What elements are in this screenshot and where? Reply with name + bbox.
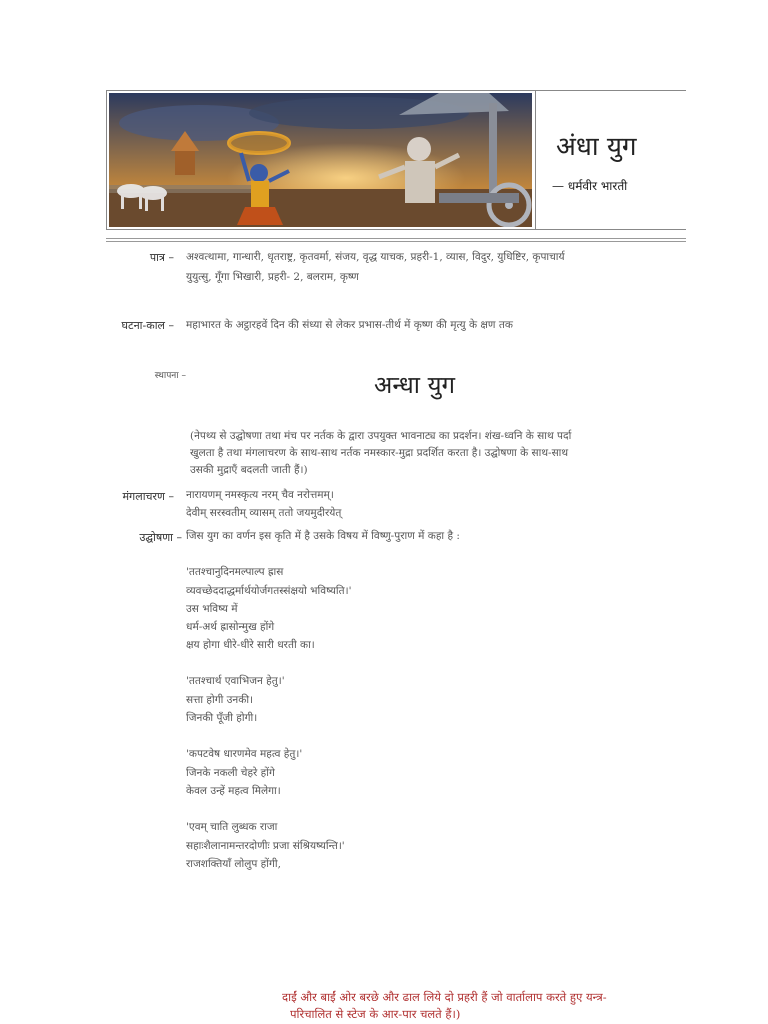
- sthapana-label: स्थापना –: [154, 371, 186, 381]
- stage-direction-line-1: दाईं और बाईं ओर बरछे और ढाल लिये दो प्रहरी हैं जो वार्तालाप करते हुए यन्त्र-: [282, 990, 607, 1004]
- mangalacharan-line-2: देवीम् सरस्वतीम् व्यासम् ततो जयमुदीरयेत्: [186, 507, 342, 519]
- udghoshna-text: जिस युग का वर्णन इस कृति में है उसके विषय में विष्णु-पुराण में कहा है :: [186, 530, 460, 542]
- characters-line-2: युयुत्सु, गूँगा भिखारी, प्रहरी- 2, बलराम, कृष्ण: [186, 271, 359, 283]
- verse-3-line-3: केवल उन्हें महत्व मिलेगा।: [186, 785, 281, 797]
- verse-4-line-3: राजशक्तियाँ लोलुप होंगी,: [186, 858, 281, 870]
- author-name: — धर्मवीर भारती: [552, 179, 628, 193]
- verse-2-line-3: जिनकी पूँजी होगी।: [186, 712, 258, 724]
- section-title: अन्धा युग: [374, 371, 456, 399]
- verse-1-line-5: क्षय होगा धीरे-धीरे सारी धरती का।: [186, 639, 315, 651]
- verse-3-line-2: जिनके नकली चेहरे होंगे: [186, 767, 275, 779]
- mangalacharan-label: मंगलाचरण –: [122, 490, 174, 503]
- intro-line-3: उसकी मुद्राएँ बदलती जाती हैं।): [190, 464, 308, 476]
- udghoshna-label: उद्घोषणा –: [139, 531, 182, 544]
- divider-top-double: [106, 241, 686, 242]
- mangalacharan-line-1: नारायणम् नमस्कृत्य नरम् चैव नरोत्तमम्।: [186, 489, 334, 501]
- title-panel: [535, 91, 686, 229]
- stage-direction-line-2: परिचालित से स्टेज के आर-पार चलते हैं।): [290, 1007, 461, 1021]
- verse-2-line-1: 'ततश्चार्थ एवाभिजन हेतु।': [186, 675, 285, 687]
- mahabharata-chariot-illustration: [109, 93, 532, 227]
- verse-4-line-1: 'एवम् चाति लुब्धक राजा: [186, 821, 278, 833]
- intro-line-1: (नेपथ्य से उद्घोषणा तथा मंच पर नर्तक के द्वारा उपयुक्त भावनाट्य का प्रदर्शन। शंख-ध्वनि के साथ पर्दा: [190, 430, 572, 442]
- verse-3-line-1: 'कपटवेष धारणमेव महत्व हेतु।': [186, 748, 303, 760]
- illustration-svg: [109, 93, 532, 227]
- verse-1-line-2: व्यवच्छेददाद्धर्मार्थयोर्जगतस्संक्षयो भविष्यति।': [186, 585, 352, 597]
- time-text: महाभारत के अट्ठारहवें दिन की संध्या से लेकर प्रभास-तीर्थ में कृष्ण की मृत्यु के क्षण तक: [186, 319, 513, 331]
- verse-1-line-3: उस भविष्य में: [186, 603, 238, 615]
- characters-line-1: अश्वत्थामा, गान्धारी, धृतराष्ट्र, कृतवर्मा, संजय, वृद्ध याचक, प्रहरी-1, व्यास, विदुर, युधिष्टिर, कृपाचार्य: [186, 251, 565, 263]
- verse-1-line-4: धर्म-अर्थ ह्रासोन्मुख होंगे: [186, 621, 275, 633]
- characters-label: पात्र –: [149, 251, 174, 264]
- title-header: [106, 90, 686, 230]
- divider-top: [106, 238, 686, 239]
- time-label: घटना-काल –: [121, 319, 174, 332]
- play-title: अंधा युग: [556, 132, 637, 162]
- verse-4-line-2: सहाःशैलानामन्तरदोणीः प्रजा संश्रियष्यन्ति।': [186, 840, 345, 852]
- verse-2-line-2: सत्ता होगी उनकी।: [186, 694, 254, 706]
- intro-line-2: खुलता है तथा मंगलाचरण के साथ-साथ नर्तक नमस्कार-मुद्रा प्रदर्शित करता है। उद्घोषणा के साथ-साथ: [190, 447, 569, 459]
- verse-1-line-1: 'ततश्चानुदिनमल्पाल्प ह्रास: [186, 566, 284, 578]
